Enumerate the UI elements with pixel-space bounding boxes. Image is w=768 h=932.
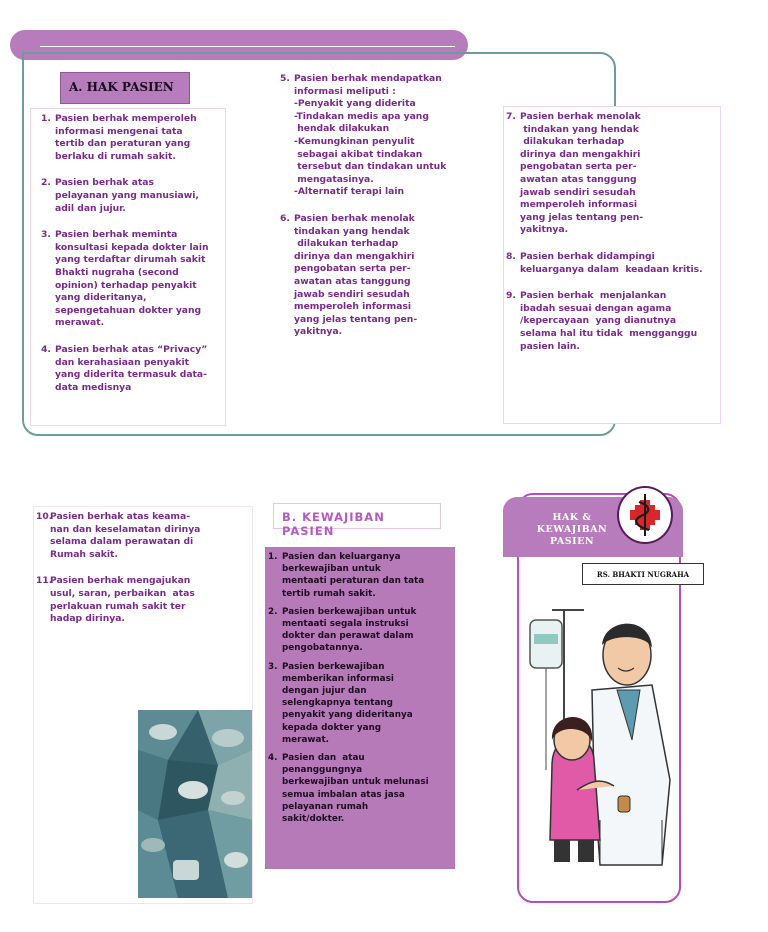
- list-item-line: Pasien berhak menjalankan: [520, 290, 667, 302]
- list-item-line: yang dideritanya,: [55, 292, 147, 304]
- list-item-line: pengobatan serta per-: [294, 263, 411, 275]
- cover-title: [520, 512, 624, 548]
- list-item-line: usul, saran, perbaikan atas: [50, 587, 195, 599]
- list-item-line: Pasien berhak mengajukan: [50, 575, 191, 587]
- list-item-line: data medisnya: [55, 381, 132, 393]
- obligations-box: [265, 547, 455, 869]
- list-item: [41, 113, 223, 163]
- rights-column-3: [503, 106, 721, 424]
- list-item-line: dokter dan perawat dalam: [282, 631, 414, 642]
- rights-column-1: [30, 108, 226, 426]
- list-item-line: tersebut dan tindakan untuk: [294, 161, 447, 173]
- list-item-line: semua imbalan atas jasa: [282, 789, 405, 800]
- list-item-line: berkewajiban untuk: [282, 564, 381, 575]
- list-item-line: merawat.: [282, 734, 330, 745]
- section-a-title: A. HAK PASIEN: [60, 72, 190, 104]
- list-item-line: yakitnya.: [294, 326, 343, 338]
- list-item-line: pelayanan yang manusiawi,: [55, 189, 199, 201]
- list-item-line: jawab sendiri sesudah: [520, 186, 636, 198]
- list-item: [36, 511, 250, 561]
- list-item-number: 1.: [41, 113, 51, 124]
- cover-title-line: HAK &: [552, 512, 592, 523]
- list-item: [268, 606, 451, 655]
- list-item-line: dilakukan terhadap: [520, 136, 625, 148]
- list-item-line: sakit/dokter.: [282, 814, 345, 825]
- list-item-line: berlaku di rumah sakit.: [55, 150, 176, 162]
- list-item-line: -Tindakan medis apa yang: [294, 110, 429, 122]
- rights-column-2: [277, 68, 464, 376]
- list-item-text: [294, 213, 417, 339]
- list-item-line: awatan atas tanggung: [294, 275, 411, 287]
- hospital-name-label: RS. BHAKTI NUGRAHA: [582, 563, 704, 585]
- list-item-text: [50, 575, 195, 625]
- list-item-line: hendak dilakukan: [294, 123, 390, 135]
- list-item-number: 11.: [36, 575, 53, 587]
- list-item-text: [282, 752, 429, 825]
- list-item-text: [282, 661, 413, 746]
- list-item-line: pengobatannya.: [282, 643, 363, 654]
- list-item-line: Pasien berhak menolak: [520, 111, 641, 122]
- list-item-line: selama dalam perawatan di: [50, 536, 194, 548]
- list-item-line: Pasien dan atau: [282, 753, 365, 764]
- list-item-text: [282, 551, 424, 600]
- list-item-line: /kepercayaan yang dianutnya: [520, 315, 677, 327]
- list-item: [41, 177, 223, 215]
- list-item-number: 2.: [268, 606, 278, 617]
- hospital-logo-icon: [617, 486, 673, 544]
- list-item: [268, 752, 451, 825]
- list-item-line: jawab sendiri sesudah: [294, 288, 410, 300]
- list-item-line: keluarganya dalam keadaan kritis.: [520, 263, 703, 275]
- list-item-line: dirinya dan mengakhiri: [294, 250, 415, 262]
- list-item-line: merawat.: [55, 317, 105, 329]
- list-item-line: yang jelas tentang pen-: [294, 313, 418, 325]
- list-item-number: 3.: [41, 229, 51, 241]
- list-item-line: yang terdaftar dirumah sakit: [55, 254, 206, 266]
- list-item-number: 6.: [280, 212, 290, 224]
- list-item-text: [520, 111, 643, 237]
- list-item: [506, 111, 718, 237]
- list-item-line: perlakuan rumah sakit ter: [50, 600, 186, 612]
- list-item-line: pelayanan rumah: [282, 801, 369, 812]
- list-item-line: Pasien berhak meminta: [55, 229, 178, 241]
- list-item: [36, 575, 250, 625]
- list-item-line: opinion) terhadap penyakit: [55, 279, 197, 291]
- list-item-line: tindakan yang hendak: [294, 225, 410, 237]
- list-item-line: Pasien berhak atas: [55, 177, 154, 189]
- list-item-number: 10.: [36, 511, 53, 522]
- list-item-line: mentaati peraturan dan tata: [282, 576, 425, 587]
- banner-divider: [40, 46, 455, 47]
- list-item-number: 2.: [41, 177, 51, 189]
- list-item-line: selama hal itu tidak mengganggu: [520, 327, 698, 339]
- list-item-line: Pasien berkewajiban untuk: [282, 606, 417, 617]
- list-item-line: memperoleh informasi: [520, 199, 638, 211]
- cover-title-line: PASIEN: [549, 536, 595, 547]
- doctor-patient-illustration: [522, 590, 678, 880]
- list-item-line: hadap dirinya.: [50, 613, 125, 625]
- list-item-line: Pasien berhak menolak: [294, 212, 415, 224]
- list-item-line: tertib dan peraturan yang: [55, 138, 191, 150]
- telephone-collage-image: [138, 710, 252, 898]
- list-item-line: dilakukan terhadap: [294, 238, 399, 250]
- list-item-line: Rumah sakit.: [50, 548, 118, 560]
- list-item-number: 1.: [268, 552, 278, 562]
- list-item: [41, 229, 223, 330]
- list-item-line: mentaati segala instruksi: [282, 619, 409, 630]
- list-item-number: 8.: [506, 250, 516, 262]
- list-item-text: [55, 177, 199, 215]
- list-item-text: [55, 344, 207, 394]
- list-item-text: [294, 73, 446, 199]
- list-item-line: pengobatan serta per-: [520, 161, 637, 173]
- list-item-number: 3.: [268, 661, 278, 672]
- list-item-text: [50, 511, 200, 561]
- list-item-line: -Kemungkinan penyulit: [294, 135, 415, 147]
- list-item-line: dirinya dan mengakhiri: [520, 148, 641, 160]
- list-item-line: adil dan jujur.: [55, 202, 126, 214]
- list-item-line: tertib rumah sakit.: [282, 588, 376, 599]
- list-item-text: [55, 229, 209, 330]
- list-item: [41, 344, 223, 394]
- list-item-line: konsultasi kepada dokter lain: [55, 241, 209, 253]
- list-item-line: memperoleh informasi: [294, 301, 412, 313]
- list-item: [506, 290, 718, 353]
- list-item-line: mengatasinya.: [294, 173, 374, 185]
- list-item-line: sepengetahuan dokter yang: [55, 304, 202, 316]
- list-item-line: Pasien berhak didampingi: [520, 250, 655, 262]
- list-item-line: tindakan yang hendak: [520, 123, 639, 135]
- list-item-line: yang diderita termasuk data-: [55, 369, 207, 381]
- list-item-line: yakitnya.: [520, 224, 569, 236]
- list-item-line: penanggungnya: [282, 765, 363, 776]
- list-item-line: -Alternatif terapi lain: [294, 186, 405, 198]
- list-item-number: 7.: [506, 111, 516, 122]
- list-item: [280, 73, 461, 199]
- list-item-text: [520, 251, 703, 276]
- list-item-line: yang jelas tentang pen-: [520, 211, 644, 223]
- list-item: [268, 551, 451, 600]
- list-item-line: Bhakti nugraha (second: [55, 266, 179, 278]
- list-item-line: selengkapnya tentang: [282, 698, 393, 709]
- list-item-line: -Penyakit yang diderita: [294, 98, 416, 110]
- section-b-title: B. KEWAJIBAN PASIEN: [273, 503, 441, 529]
- list-item-line: Pasien berhak mendapatkan: [294, 73, 442, 84]
- list-item-number: 9.: [506, 290, 516, 302]
- list-item: [506, 251, 718, 276]
- list-item-line: berkewajiban untuk melunasi: [282, 777, 429, 788]
- list-item-line: Pasien berkewajiban: [282, 661, 385, 672]
- list-item: [280, 213, 461, 339]
- list-item-line: informasi meliputi :: [294, 85, 396, 97]
- list-item-line: informasi mengenai tata: [55, 125, 183, 137]
- cover-title-line: KEWAJIBAN: [536, 524, 608, 535]
- list-item-line: Pasien berhak atas “Privacy”: [55, 343, 208, 355]
- list-item-line: dan kerahasiaan penyakit: [55, 356, 190, 368]
- list-item-line: ibadah sesuai dengan agama: [520, 302, 672, 314]
- list-item-line: Pasien dan keluarganya: [282, 552, 401, 562]
- list-item-line: pasien lain.: [520, 340, 580, 352]
- list-item-line: dengan jujur dan: [282, 686, 367, 697]
- list-item-text: [55, 113, 197, 163]
- list-item-number: 4.: [268, 753, 278, 764]
- list-item-number: 4.: [41, 343, 51, 355]
- list-item-line: nan dan keselamatan dirinya: [50, 523, 201, 535]
- list-item-line: Pasien berhak atas keama-: [50, 511, 191, 522]
- list-item-line: penyakit yang dideritanya: [282, 710, 413, 721]
- list-item-line: memberikan informasi: [282, 673, 394, 684]
- list-item-line: Pasien berhak memperoleh: [55, 113, 197, 124]
- list-item-text: [520, 290, 697, 353]
- list-item-text: [282, 606, 416, 655]
- list-item-number: 5.: [280, 73, 290, 84]
- list-item-line: kepada dokter yang: [282, 722, 382, 733]
- list-item: [268, 661, 451, 746]
- list-item-line: awatan atas tanggung: [520, 173, 637, 185]
- list-item-line: sebagai akibat tindakan: [294, 148, 423, 160]
